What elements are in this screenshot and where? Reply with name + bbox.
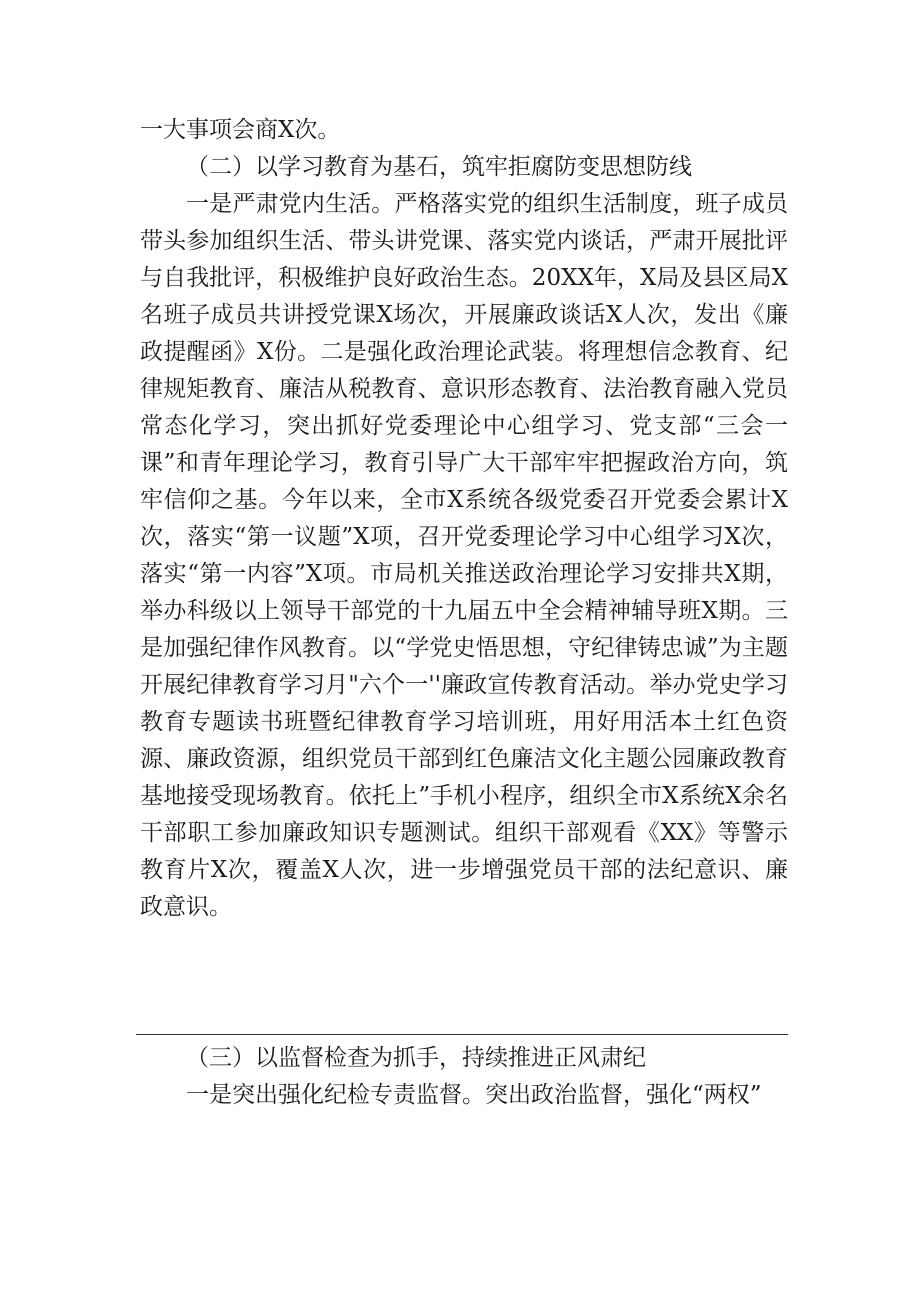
continuation-paragraph: 一大事项会商X次。: [140, 117, 341, 143]
page-divider-line: [136, 1034, 788, 1035]
document-body-upper: [140, 112, 788, 926]
document-body-lower: [140, 1040, 788, 1114]
section-two-paragraph: 一是严肃党内生活。严格落实党的组织生活制度，班子成员带头参加组织生活、带头讲党课、落实党内谈话，严肃开展批评与自我批评，积极维护良好政治生态。20XX年，X局及县区局X名班子成员共讲授党课X场次，开展廉政谈话X人次，发出《廉政提醒函》X份。二是强化政治理论武装。将理想信念教育、纪律规矩教育、廉洁从税教育、意识形态教育、法治教育融入党员常态化学习，突出抓好党委理论中心组学习、党支部“三会一课”和青年理论学习，教育引导广大干部牢牢把握政治方向，筑牢信仰之基。今年以来，全市X系统各级党委召开党委会累计X次，落实“第一议题”X项，召开党委理论学习中心组学习X次，落实“第一内容”X项。市局机关推送政治理论学习安排共X期，举办科级以上领导干部党的十九届五中全会精神辅导班X期。三是加强纪律作风教育。以“学党史悟思想，守纪律铸忠诚”为主题开展纪律教育学习月"六个一''廉政宣传教育活动。举办党史学习教育专题读书班暨纪律教育学习培训班，用好用活本土红色资源、廉政资源，组织党员干部到红色廉洁文化主题公园廉政教育基地接受现场教育。依托上”手机小程序，组织全市X系统X余名干部职工参加廉政知识专题测试。组织干部观看《XX》等警示教育片X次，覆盖X人次，进一步增强党员干部的法纪意识、廉政意识。: [140, 191, 788, 920]
section-two-heading: （二）以学习教育为基石，筑牢拒腐防变思想防线: [186, 154, 692, 180]
section-three-paragraph: 一是突出强化纪检专责监督。突出政治监督，强化“两权”: [186, 1082, 762, 1108]
section-three-heading: （三）以监督检查为抓手，持续推进正风肃纪: [186, 1045, 646, 1071]
